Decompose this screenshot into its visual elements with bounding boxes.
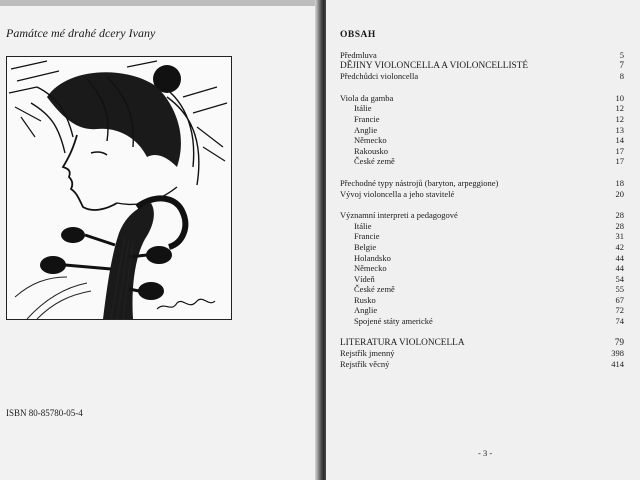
toc-subentry bbox=[340, 156, 624, 167]
toc-entry-page: 14 bbox=[615, 135, 624, 146]
toc-entry-page: 31 bbox=[615, 231, 624, 242]
toc-entry-page: 28 bbox=[615, 210, 624, 221]
toc-entry-label: Itálie bbox=[354, 220, 372, 231]
toc-subentry bbox=[340, 253, 624, 264]
toc-entry-label: Belgie bbox=[354, 241, 377, 252]
illustration-drawing bbox=[7, 57, 231, 319]
isbn-text: ISBN 80-85780-05-4 bbox=[6, 408, 83, 418]
artist-signature bbox=[157, 299, 215, 309]
toc-entry bbox=[340, 359, 624, 370]
toc-entry bbox=[340, 338, 624, 349]
toc-entry bbox=[340, 189, 624, 200]
toc-entry-page: 17 bbox=[615, 156, 624, 167]
toc-entry-page: 74 bbox=[615, 316, 624, 327]
toc-entry-label: Anglie bbox=[354, 124, 378, 135]
toc-entry-page: 12 bbox=[615, 103, 624, 114]
toc-group-spacer bbox=[340, 327, 624, 338]
toc-entry-page: 12 bbox=[615, 113, 624, 124]
toc-entry-page: 18 bbox=[615, 177, 624, 188]
toc-entry bbox=[340, 50, 624, 61]
table-of-contents bbox=[340, 50, 624, 369]
tuning-peg bbox=[138, 282, 164, 300]
toc-entry-label: České země bbox=[354, 156, 395, 167]
toc-entry-label: Holandsko bbox=[354, 252, 391, 263]
toc-entry-label: Vývoj violoncella a jeho stavitelé bbox=[340, 188, 455, 199]
toc-entry-label: Spojené státy americké bbox=[354, 316, 433, 327]
toc-entry-page: 5 bbox=[619, 50, 624, 60]
toc-entry bbox=[340, 210, 624, 221]
toc-entry-label: Anglie bbox=[354, 305, 378, 316]
toc-entry-page: 44 bbox=[615, 252, 624, 263]
toc-entry bbox=[340, 93, 624, 104]
toc-entry-label: Rusko bbox=[354, 294, 376, 305]
page-top-edge bbox=[0, 0, 322, 6]
toc-entry-page: 44 bbox=[615, 263, 624, 274]
toc-group-spacer bbox=[340, 82, 624, 93]
toc-entry-page: 67 bbox=[615, 294, 624, 305]
toc-entry-page: 7 bbox=[619, 60, 624, 71]
toc-subentry bbox=[340, 114, 624, 125]
toc-entry-page: 72 bbox=[615, 305, 624, 316]
toc-subentry bbox=[340, 263, 624, 274]
toc-entry-label: Přechodné typy nástrojů (baryton, arpeggione) bbox=[340, 177, 499, 188]
toc-entry-label: Rejstřík věcný bbox=[340, 358, 390, 369]
page-number: - 3 - bbox=[478, 448, 493, 458]
toc-entry bbox=[340, 71, 624, 82]
toc-entry-label: Německo bbox=[354, 135, 387, 146]
dedication-text: Památce mé drahé dcery Ivany bbox=[6, 26, 156, 40]
toc-subentry bbox=[340, 231, 624, 242]
toc-entry-label: Německo bbox=[354, 263, 387, 274]
toc-subentry bbox=[340, 274, 624, 285]
toc-entry-page: 414 bbox=[611, 358, 624, 369]
toc-subentry bbox=[340, 135, 624, 146]
toc-entry-label: LITERATURA VIOLONCELLA bbox=[340, 337, 465, 348]
toc-entry-label: Předmluva bbox=[340, 50, 377, 60]
toc-subentry bbox=[340, 305, 624, 316]
toc-entry-page: 10 bbox=[615, 92, 624, 103]
eye-line bbox=[91, 152, 107, 155]
toc-group-spacer bbox=[340, 199, 624, 210]
toc-subentry bbox=[340, 242, 624, 253]
toc-entry-page: 17 bbox=[615, 145, 624, 156]
toc-entry-label: Významní interpreti a pedagogové bbox=[340, 210, 458, 221]
toc-entry-page: 398 bbox=[611, 348, 624, 359]
cello-portrait-illustration bbox=[6, 56, 232, 320]
toc-subentry bbox=[340, 221, 624, 232]
toc-subentry bbox=[340, 284, 624, 295]
toc-subentry bbox=[340, 146, 624, 157]
toc-entry-page: 28 bbox=[615, 220, 624, 231]
toc-entry-label: Vídeň bbox=[354, 273, 375, 284]
toc-entry-page: 55 bbox=[615, 284, 624, 295]
toc-entry-page: 13 bbox=[615, 124, 624, 135]
face-profile bbox=[63, 135, 117, 210]
toc-entry-label: Francie bbox=[354, 231, 380, 242]
toc-entry-label: Viola da gamba bbox=[340, 92, 394, 103]
right-page bbox=[326, 0, 640, 480]
toc-entry-label: Francie bbox=[354, 113, 380, 124]
toc-entry bbox=[340, 348, 624, 359]
toc-group-spacer bbox=[340, 167, 624, 178]
toc-entry-page: 79 bbox=[614, 337, 624, 348]
toc-subentry bbox=[340, 125, 624, 136]
tuning-peg bbox=[61, 227, 85, 243]
toc-entry-label: Rakousko bbox=[354, 145, 388, 156]
tuning-peg bbox=[40, 256, 66, 274]
tuning-peg bbox=[146, 246, 172, 264]
toc-heading: OBSAH bbox=[340, 30, 376, 40]
toc-entry-page: 20 bbox=[615, 188, 624, 199]
toc-subentry bbox=[340, 103, 624, 114]
toc-entry-label: Předchůdci violoncella bbox=[340, 71, 419, 82]
cello-neck bbox=[103, 203, 154, 319]
toc-entry bbox=[340, 61, 624, 72]
toc-entry-label: DĚJINY VIOLONCELLA A VIOLONCELLISTÉ bbox=[340, 60, 529, 71]
toc-entry-label: České země bbox=[354, 284, 395, 295]
toc-entry-page: 54 bbox=[615, 273, 624, 284]
toc-entry-page: 8 bbox=[619, 71, 624, 82]
toc-entry bbox=[340, 178, 624, 189]
toc-entry-label: Rejstřík jmenný bbox=[340, 348, 395, 359]
toc-subentry bbox=[340, 295, 624, 306]
toc-entry-label: Itálie bbox=[354, 103, 372, 114]
toc-subentry bbox=[340, 316, 624, 327]
toc-entry-page: 42 bbox=[615, 241, 624, 252]
